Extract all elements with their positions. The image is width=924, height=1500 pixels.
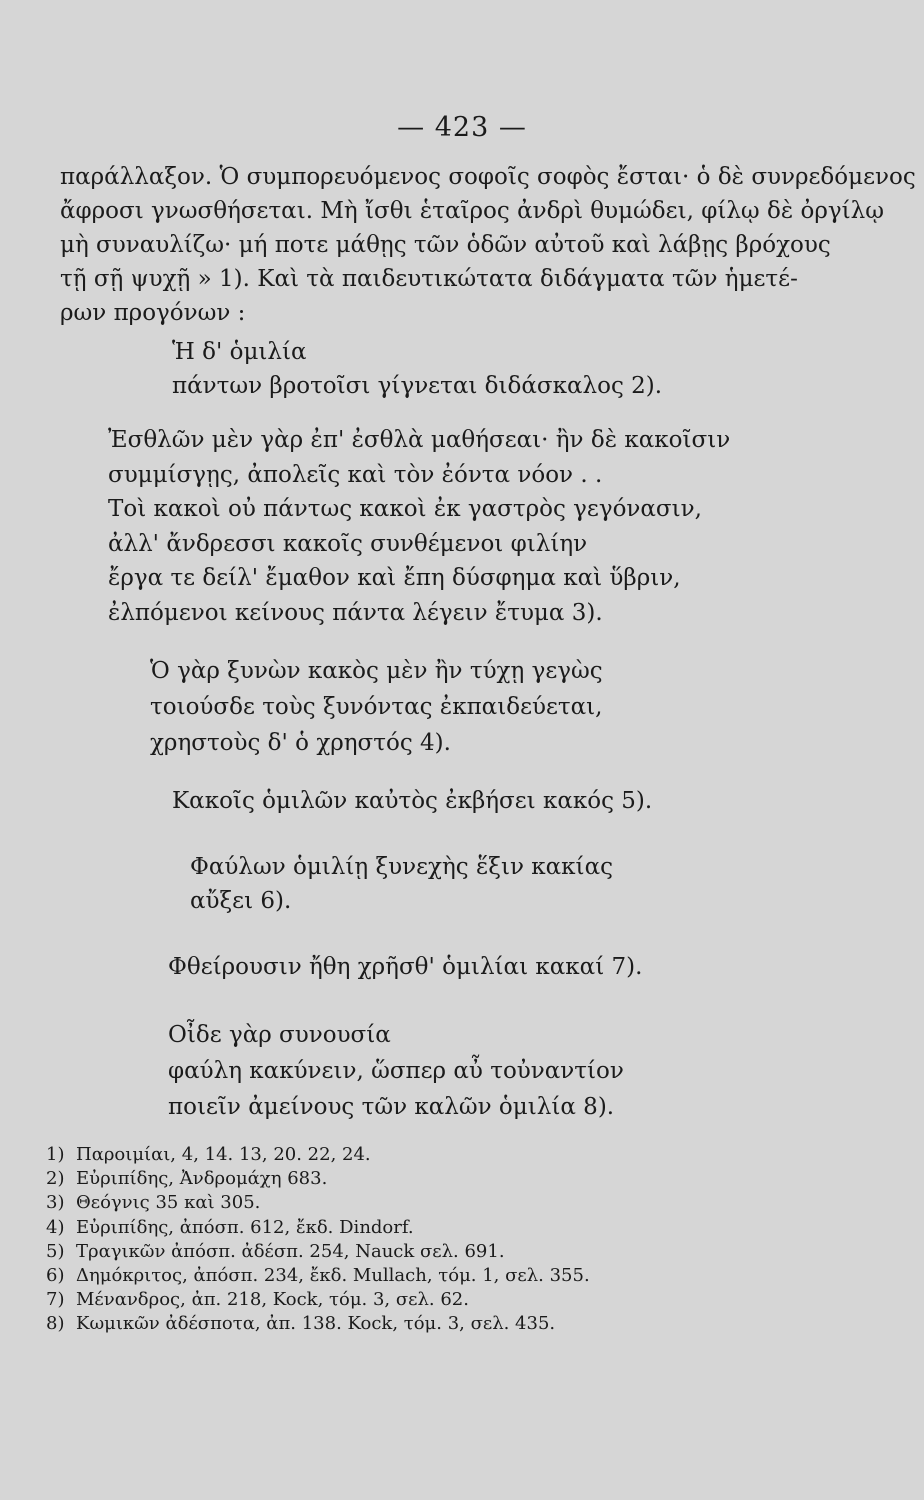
footnote — [46, 1216, 590, 1240]
prose-line: ἄφροσι γνωσθήσεται. Μὴ ἴσθι ἑταῖρος ἀνδρὶ θυμώδει, φίλῳ δὲ ὀργίλῳ — [60, 198, 884, 224]
quotation-7 — [168, 1017, 624, 1125]
footnote-text: Εὐριπίδης, ἀπόσπ. 612, ἔκδ. Dindorf. — [76, 1216, 414, 1238]
footnotes — [46, 1143, 590, 1337]
verse-line: συμμίσγῃς, ἀπολεῖς καὶ τὸν ἐόντα νόον . . — [108, 461, 603, 488]
verse-line: χρηστοὺς δ' ὁ χρηστός 4). — [150, 730, 451, 756]
prose-line: παράλλαξον. Ὁ συμπορευόμενος σοφοῖς σοφὸς ἔσται· ὁ δὲ συνρεδόμενος — [60, 164, 916, 190]
footnote-text: Θεόγνις 35 καὶ 305. — [76, 1192, 261, 1214]
footnote-number: 1) — [46, 1144, 65, 1165]
footnote-text: Τραγικῶν ἀπόσπ. ἀδέσπ. 254, Nauck σελ. 691. — [76, 1240, 505, 1262]
verse-line: ἔργα τε δείλ' ἔμαθον καὶ ἔπη δύσφημα καὶ ὕβριν, — [108, 565, 681, 591]
footnote-text: Κωμικῶν ἀδέσποτα, ἀπ. 138. Kock, τόμ. 3, σελ. 435. — [76, 1313, 556, 1335]
prose-paragraph — [60, 160, 916, 330]
footnote-number: 8) — [46, 1313, 65, 1335]
quotation-5 — [190, 850, 613, 918]
footnote-number: 3) — [46, 1192, 65, 1214]
verse-line: ποιεῖν ἀμείνους τῶν καλῶν ὁμιλία 8). — [168, 1094, 615, 1120]
verse-line: Οἶδε γὰρ συνουσία — [168, 1022, 391, 1048]
footnote-text: Εὐριπίδης, Ἀνδρομάχη 683. — [76, 1168, 328, 1190]
footnote-number: 7) — [46, 1289, 65, 1311]
footnote-text: Μένανδρος, ἀπ. 218, Kock, τόμ. 3, σελ. 62. — [76, 1289, 469, 1311]
quotation-2 — [108, 423, 730, 630]
quotation-1 — [172, 335, 662, 403]
quotation-4 — [172, 784, 652, 818]
footnote-number: 4) — [46, 1216, 65, 1238]
quotation-3 — [150, 653, 603, 761]
footnote — [46, 1264, 590, 1288]
footnote-text: Δημόκριτος, ἀπόσπ. 234, ἔκδ. Mullach, τόμ. 1, σελ. 355. — [76, 1265, 590, 1287]
verse-line: Κακοῖς ὁμιλῶν καὐτὸς ἐκβήσει κακός 5). — [172, 788, 653, 814]
page-number: — 423 — — [397, 112, 527, 143]
prose-line: ρων προγόνων : — [60, 300, 246, 326]
quotation-6 — [168, 950, 642, 984]
verse-line: Φαύλων ὁμιλίῃ ξυνεχὴς ἕξιν κακίας — [190, 854, 613, 880]
verse-line: Φθείρουσιν ἤθη χρῆσθ' ὁμιλίαι κακαί 7). — [168, 954, 643, 980]
footnote-number: 2) — [46, 1168, 65, 1190]
prose-line: μὴ συναυλίζω· μή ποτε μάθῃς τῶν ὁδῶν αὐτοῦ καὶ λάβῃς βρόχους — [60, 232, 831, 258]
verse-line: ἐλπόμενοι κείνους πάντα λέγειν ἔτυμα 3). — [108, 599, 603, 626]
verse-line: ἀλλ' ἄνδρεσσι κακοῖς συνθέμενοι φιλίην — [108, 530, 588, 557]
footnote — [46, 1167, 590, 1191]
verse-line: Ἡ δ' ὁμιλία — [172, 339, 307, 365]
prose-line: τῇ σῇ ψυχῇ » 1). Καὶ τὰ παιδευτικώτατα διδάγματα τῶν ἡμετέ- — [60, 266, 798, 292]
verse-line: φαύλη κακύνειν, ὥσπερ αὖ τοὐναντίον — [168, 1058, 624, 1084]
footnote-number: 6) — [46, 1265, 65, 1287]
verse-line: πάντων βροτοῖσι γίγνεται διδάσκαλος 2). — [172, 373, 663, 399]
footnote — [46, 1191, 590, 1215]
verse-line: Τοὶ κακοὶ οὐ πάντως κακοὶ ἐκ γαστρὸς γεγόνασιν, — [108, 496, 702, 522]
footnote — [46, 1143, 590, 1167]
footnote — [46, 1240, 590, 1264]
verse-line: Ὁ γὰρ ξυνὼν κακὸς μὲν ἢν τύχῃ γεγὼς — [150, 658, 603, 684]
verse-line: τοιούσδε τοὺς ξυνόντας ἐκπαιδεύεται, — [150, 694, 603, 720]
footnote-number: 5) — [46, 1240, 65, 1262]
verse-line: Ἐσθλῶν μὲν γὰρ ἐπ' ἐσθλὰ μαθήσεαι· ἢν δὲ κακοῖσιν — [108, 427, 731, 453]
footnote — [46, 1312, 590, 1336]
footnote-text: Παροιμίαι, 4, 14. 13, 20. 22, 24. — [76, 1144, 371, 1165]
verse-line: αὔξει 6). — [190, 888, 292, 914]
footnote — [46, 1288, 590, 1312]
